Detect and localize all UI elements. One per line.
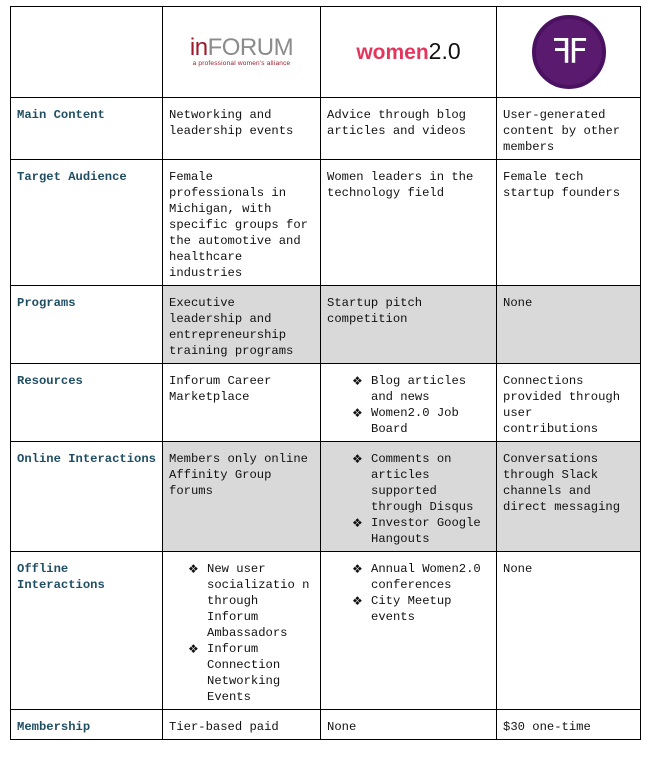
row-label: Resources (11, 364, 163, 442)
list-item: ❖ Blog articles and news (349, 373, 490, 405)
cell-ff: None (497, 552, 641, 710)
list-item: ❖ City Meetup events (349, 593, 490, 625)
row-label: Offline Interactions (11, 552, 163, 710)
women20-logo-cell (321, 7, 497, 98)
cell-inforum: Inforum Career Marketplace (163, 364, 321, 442)
bullet-list (349, 373, 490, 437)
list-item: ❖ Investor Google Hangouts (349, 515, 490, 547)
row-label: Online Interactions (11, 442, 163, 552)
cell-women20: Startup pitch competition (321, 286, 497, 364)
cell-women20 (321, 364, 497, 442)
table-row-resources (11, 364, 641, 442)
cell-inforum: Female professionals in Michigan, with specific groups for the automotive and healthcare industries (163, 160, 321, 286)
cell-inforum: Executive leadership and entrepreneurship training programs (163, 286, 321, 364)
cell-ff: Connections provided through user contributions (497, 364, 641, 442)
cell-inforum (163, 552, 321, 710)
cell-women20 (321, 442, 497, 552)
women20-logo-word: women (356, 41, 429, 64)
women20-logo-version: 2.0 (428, 38, 461, 64)
cell-inforum: Networking and leadership events (163, 98, 321, 160)
cell-ff: User-generated content by other members (497, 98, 641, 160)
inforum-logo (190, 36, 293, 68)
cell-inforum: Members only online Affinity Group forums (163, 442, 321, 552)
table-row-programs (11, 286, 641, 364)
ff-logo (532, 15, 606, 89)
cell-women20: Women leaders in the technology field (321, 160, 497, 286)
inforum-logo-in: in (189, 34, 208, 61)
cell-inforum: Tier-based paid (163, 710, 321, 740)
women20-logo (321, 38, 496, 64)
cell-ff: $30 one-time (497, 710, 641, 740)
table-row-offline-interactions (11, 552, 641, 710)
row-label: Programs (11, 286, 163, 364)
list-item: ❖ Annual Women2.0 conferences (349, 561, 490, 593)
table-row-online-interactions (11, 442, 641, 552)
ff-logo-mark: ꟻF (551, 31, 586, 72)
ff-logo-cell (497, 7, 641, 98)
cell-ff: Conversations through Slack channels and direct messaging (497, 442, 641, 552)
comparison-table (10, 6, 641, 740)
table-row-target-audience (11, 160, 641, 286)
cell-ff: Female tech startup founders (497, 160, 641, 286)
cell-women20: None (321, 710, 497, 740)
row-label: Membership (11, 710, 163, 740)
inforum-tagline: a professional women's alliance (192, 60, 291, 67)
inforum-logo-forum: FORUM (207, 34, 294, 61)
list-item: ❖ Women2.0 Job Board (349, 405, 490, 437)
bullet-list (349, 451, 490, 547)
empty-corner-cell (11, 7, 163, 98)
bullet-list (349, 561, 490, 625)
bullet-list (185, 561, 314, 705)
list-item: ❖ Inforum Connection Networking Events (185, 641, 314, 705)
table-row-main-content (11, 98, 641, 160)
list-item: ❖ New user socializatio n through Inforum Ambassadors (185, 561, 314, 641)
cell-women20: Advice through blog articles and videos (321, 98, 497, 160)
inforum-logo-cell (163, 7, 321, 98)
cell-ff: None (497, 286, 641, 364)
row-label: Main Content (11, 98, 163, 160)
list-item: ❖ Comments on articles supported through Disqus (349, 451, 490, 515)
cell-women20 (321, 552, 497, 710)
row-label: Target Audience (11, 160, 163, 286)
table-row-membership (11, 710, 641, 740)
logo-header-row (11, 7, 641, 98)
